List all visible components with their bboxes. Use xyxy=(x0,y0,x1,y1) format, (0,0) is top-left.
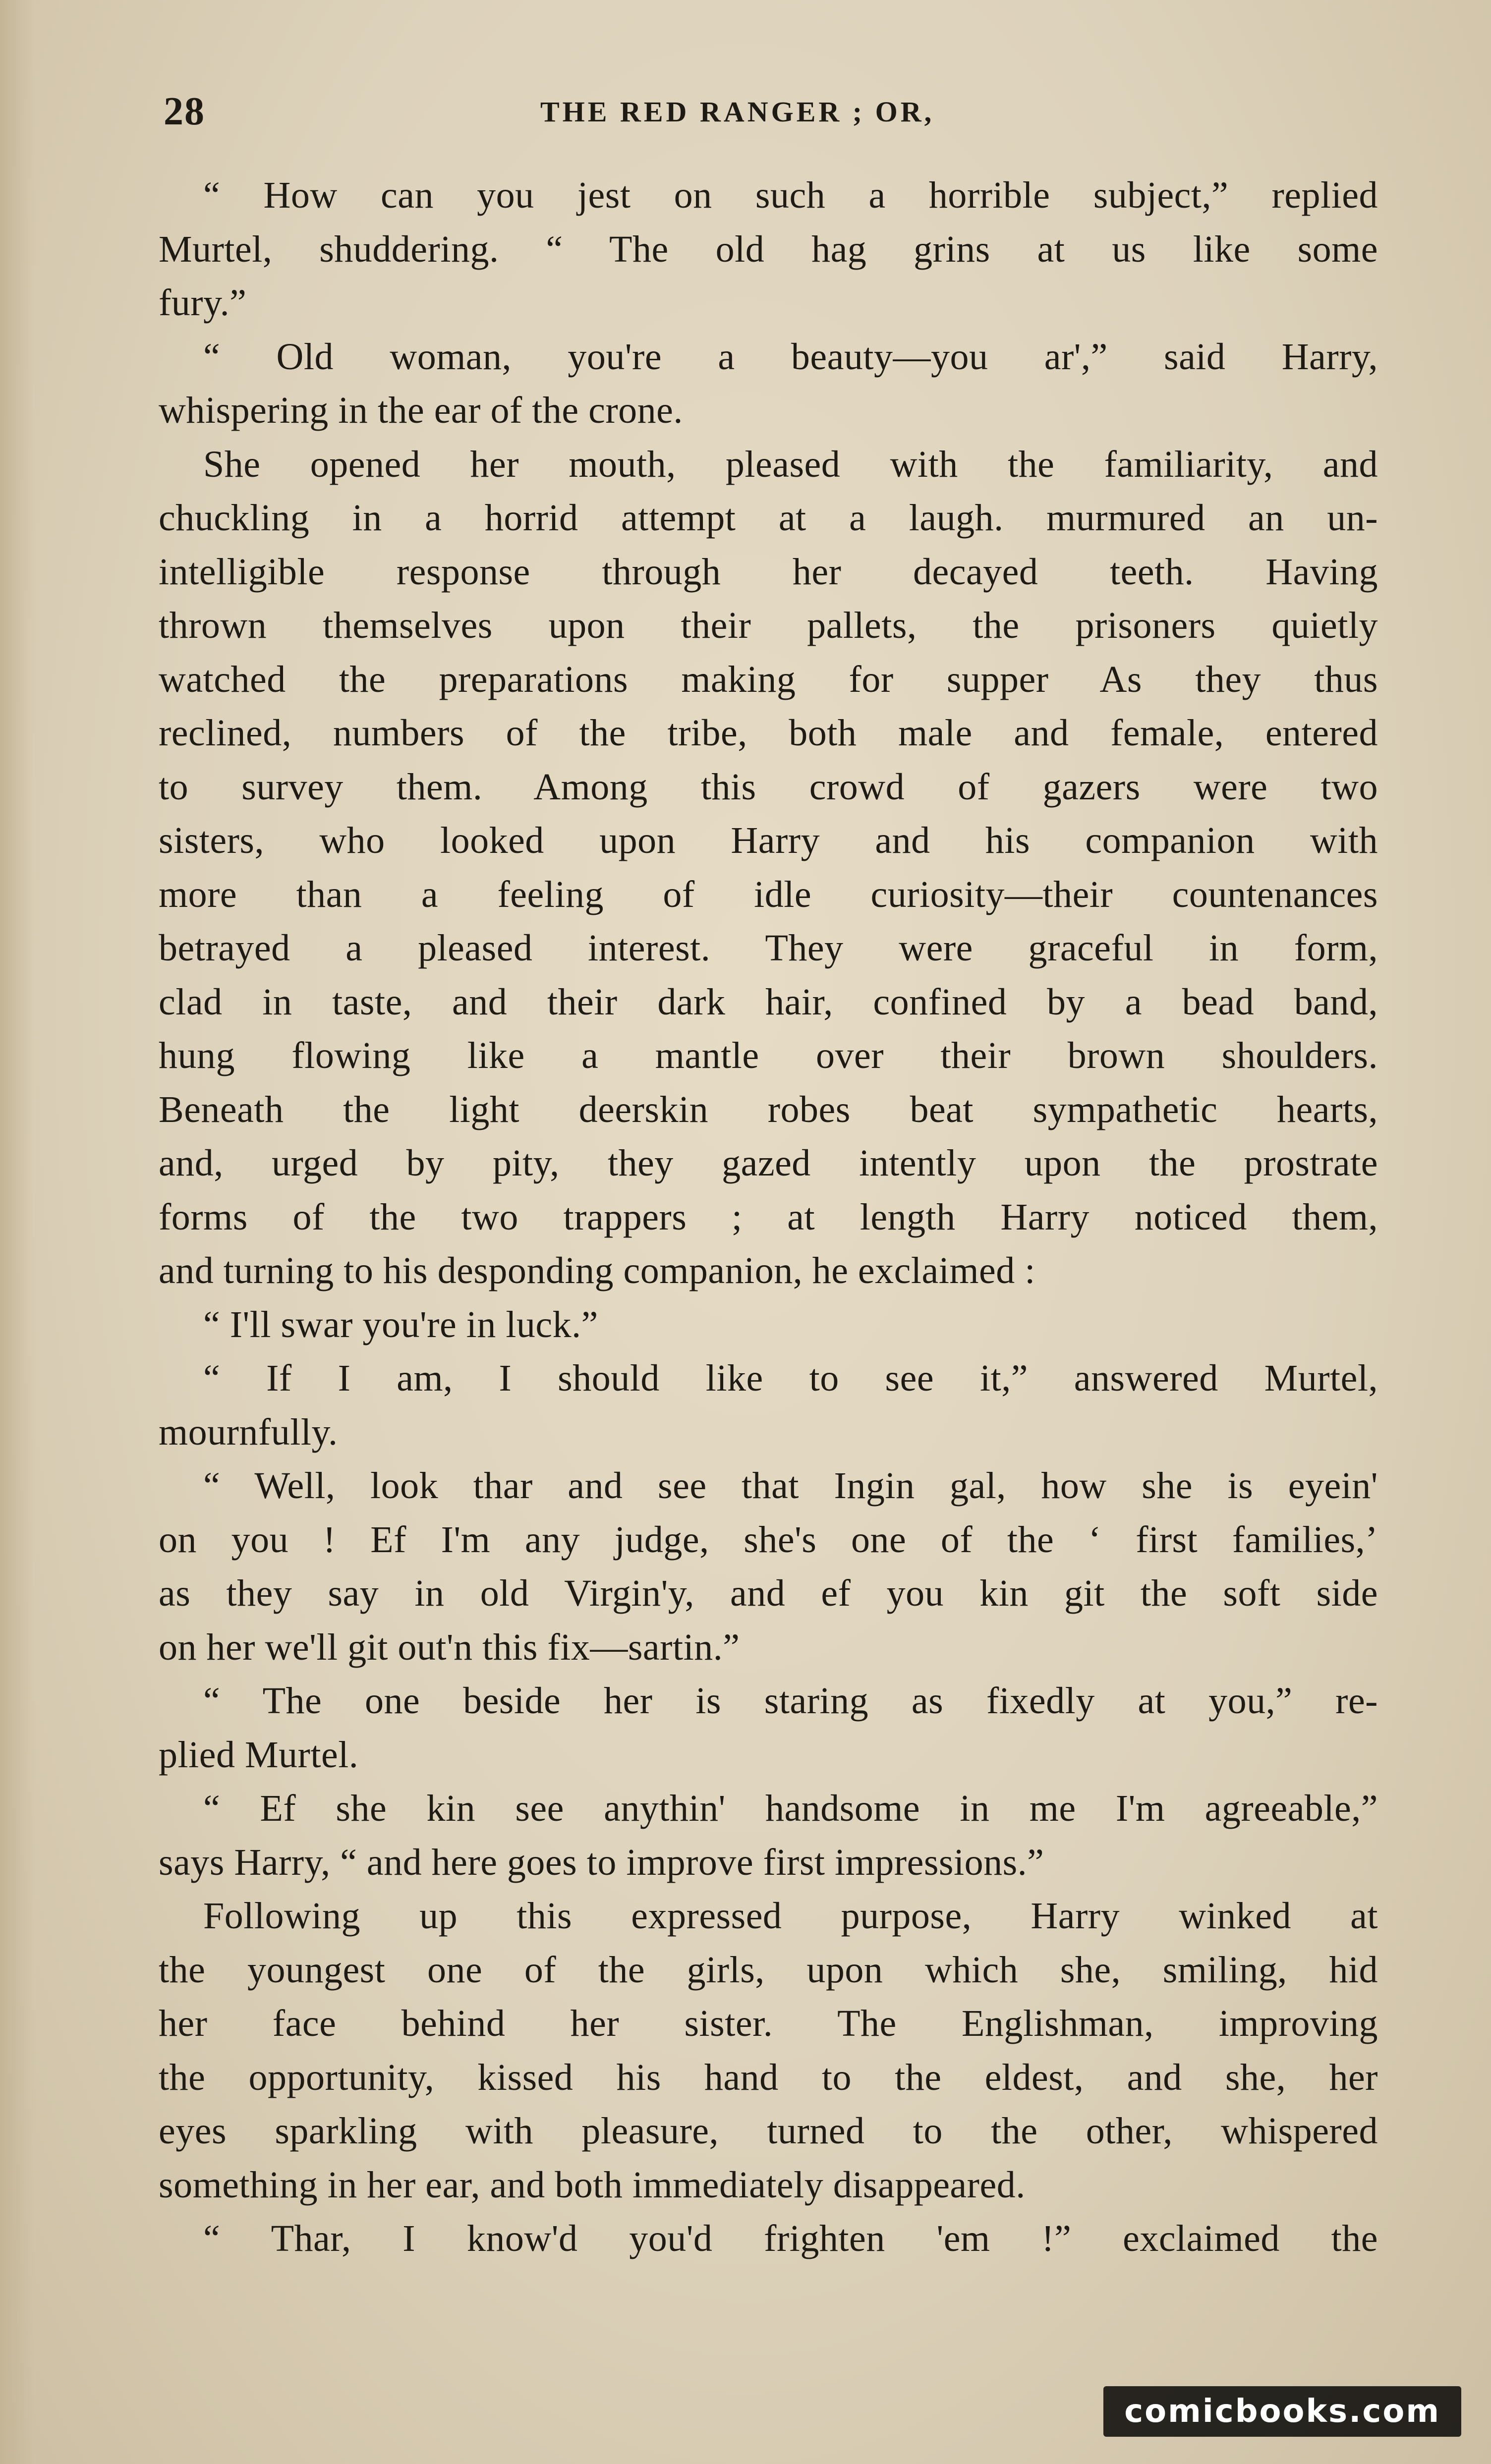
text-line: hung flowing like a mantle over their brown shoulders. xyxy=(159,1035,1378,1076)
text-line: whispering in the ear of the crone. xyxy=(159,390,683,431)
text-line: clad in taste, and their dark hair, confined by a bead band, xyxy=(159,981,1378,1023)
text-line: betrayed a pleased interest. They were graceful in form, xyxy=(159,927,1378,969)
text-line: Following up this expressed purpose, Harry winked at xyxy=(203,1895,1378,1937)
text-line: She opened her mouth, pleased with the familiarity, and xyxy=(203,443,1378,485)
text-line: to survey them. Among this crowd of gazers were two xyxy=(159,766,1378,808)
site-watermark: comicbooks.com xyxy=(1103,2386,1461,2437)
text-line: eyes sparkling with pleasure, turned to the other, whispered xyxy=(159,2110,1378,2152)
text-line: reclined, numbers of the tribe, both male and female, entered xyxy=(159,712,1378,754)
text-line: fury.” xyxy=(159,282,247,324)
text-line: Murtel, shuddering. “ The old hag grins at us like some xyxy=(159,228,1378,270)
text-line: intelligible response through her decayed teeth. Having xyxy=(159,551,1378,593)
text-line: something in her ear, and both immediately disappeared. xyxy=(159,2164,1026,2206)
text-line: her face behind her sister. The Englishman, improving xyxy=(159,2003,1378,2044)
text-line: “ The one beside her is staring as fixedly at you,” re- xyxy=(203,1680,1378,1722)
text-line: sisters, who looked upon Harry and his companion with xyxy=(159,820,1378,861)
page-shadow xyxy=(0,0,35,2464)
text-line: more than a feeling of idle curiosity—their countenances xyxy=(159,873,1378,915)
text-line: “ Well, look thar and see that Ingin gal, how she is eyein' xyxy=(203,1465,1378,1507)
page-number: 28 xyxy=(164,90,205,133)
text-line: thrown themselves upon their pallets, the prisoners quietly xyxy=(159,605,1378,646)
text-line: “ I'll swar you're in luck.” xyxy=(203,1303,598,1345)
text-line: Beneath the light deerskin robes beat sympathetic hearts, xyxy=(159,1088,1378,1130)
text-line: plied Murtel. xyxy=(159,1734,359,1776)
text-line: the youngest one of the girls, upon which she, smiling, hid xyxy=(159,1949,1378,1991)
text-line: and turning to his desponding companion, he exclaimed : xyxy=(159,1250,1035,1291)
text-line: forms of the two trappers ; at length Harry noticed them, xyxy=(159,1196,1378,1238)
text-line: on her we'll git out'n this fix—sartin.” xyxy=(159,1626,740,1668)
running-head xyxy=(164,89,1388,144)
text-line: “ If I am, I should like to see it,” answered Murtel, xyxy=(203,1357,1378,1399)
text-line: watched the preparations making for supper As they thus xyxy=(159,658,1378,700)
text-line: mournfully. xyxy=(159,1411,338,1453)
text-line: “ How can you jest on such a horrible subject,” replied xyxy=(203,174,1378,216)
text-line: “ Ef she kin see anythin' handsome in me I'm agreeable,” xyxy=(203,1788,1378,1829)
running-title: THE RED RANGER ; OR, xyxy=(540,96,935,128)
text-line: and, urged by pity, they gazed intently upon the prostrate xyxy=(159,1142,1378,1184)
body-text xyxy=(159,168,1378,2266)
text-line: “ Old woman, you're a beauty—you ar',” said Harry, xyxy=(203,336,1378,378)
text-line: says Harry, “ and here goes to improve first impressions.” xyxy=(159,1841,1044,1883)
text-line: “ Thar, I know'd you'd frighten 'em !” exclaimed the xyxy=(203,2218,1378,2259)
text-line: the opportunity, kissed his hand to the eldest, and she, her xyxy=(159,2056,1378,2098)
text-line: on you ! Ef I'm any judge, she's one of the ‘ first families,’ xyxy=(159,1518,1378,1561)
text-line: as they say in old Virgin'y, and ef you kin git the soft side xyxy=(159,1572,1378,1614)
text-line: chuckling in a horrid attempt at a laugh. murmured an un- xyxy=(159,497,1378,539)
